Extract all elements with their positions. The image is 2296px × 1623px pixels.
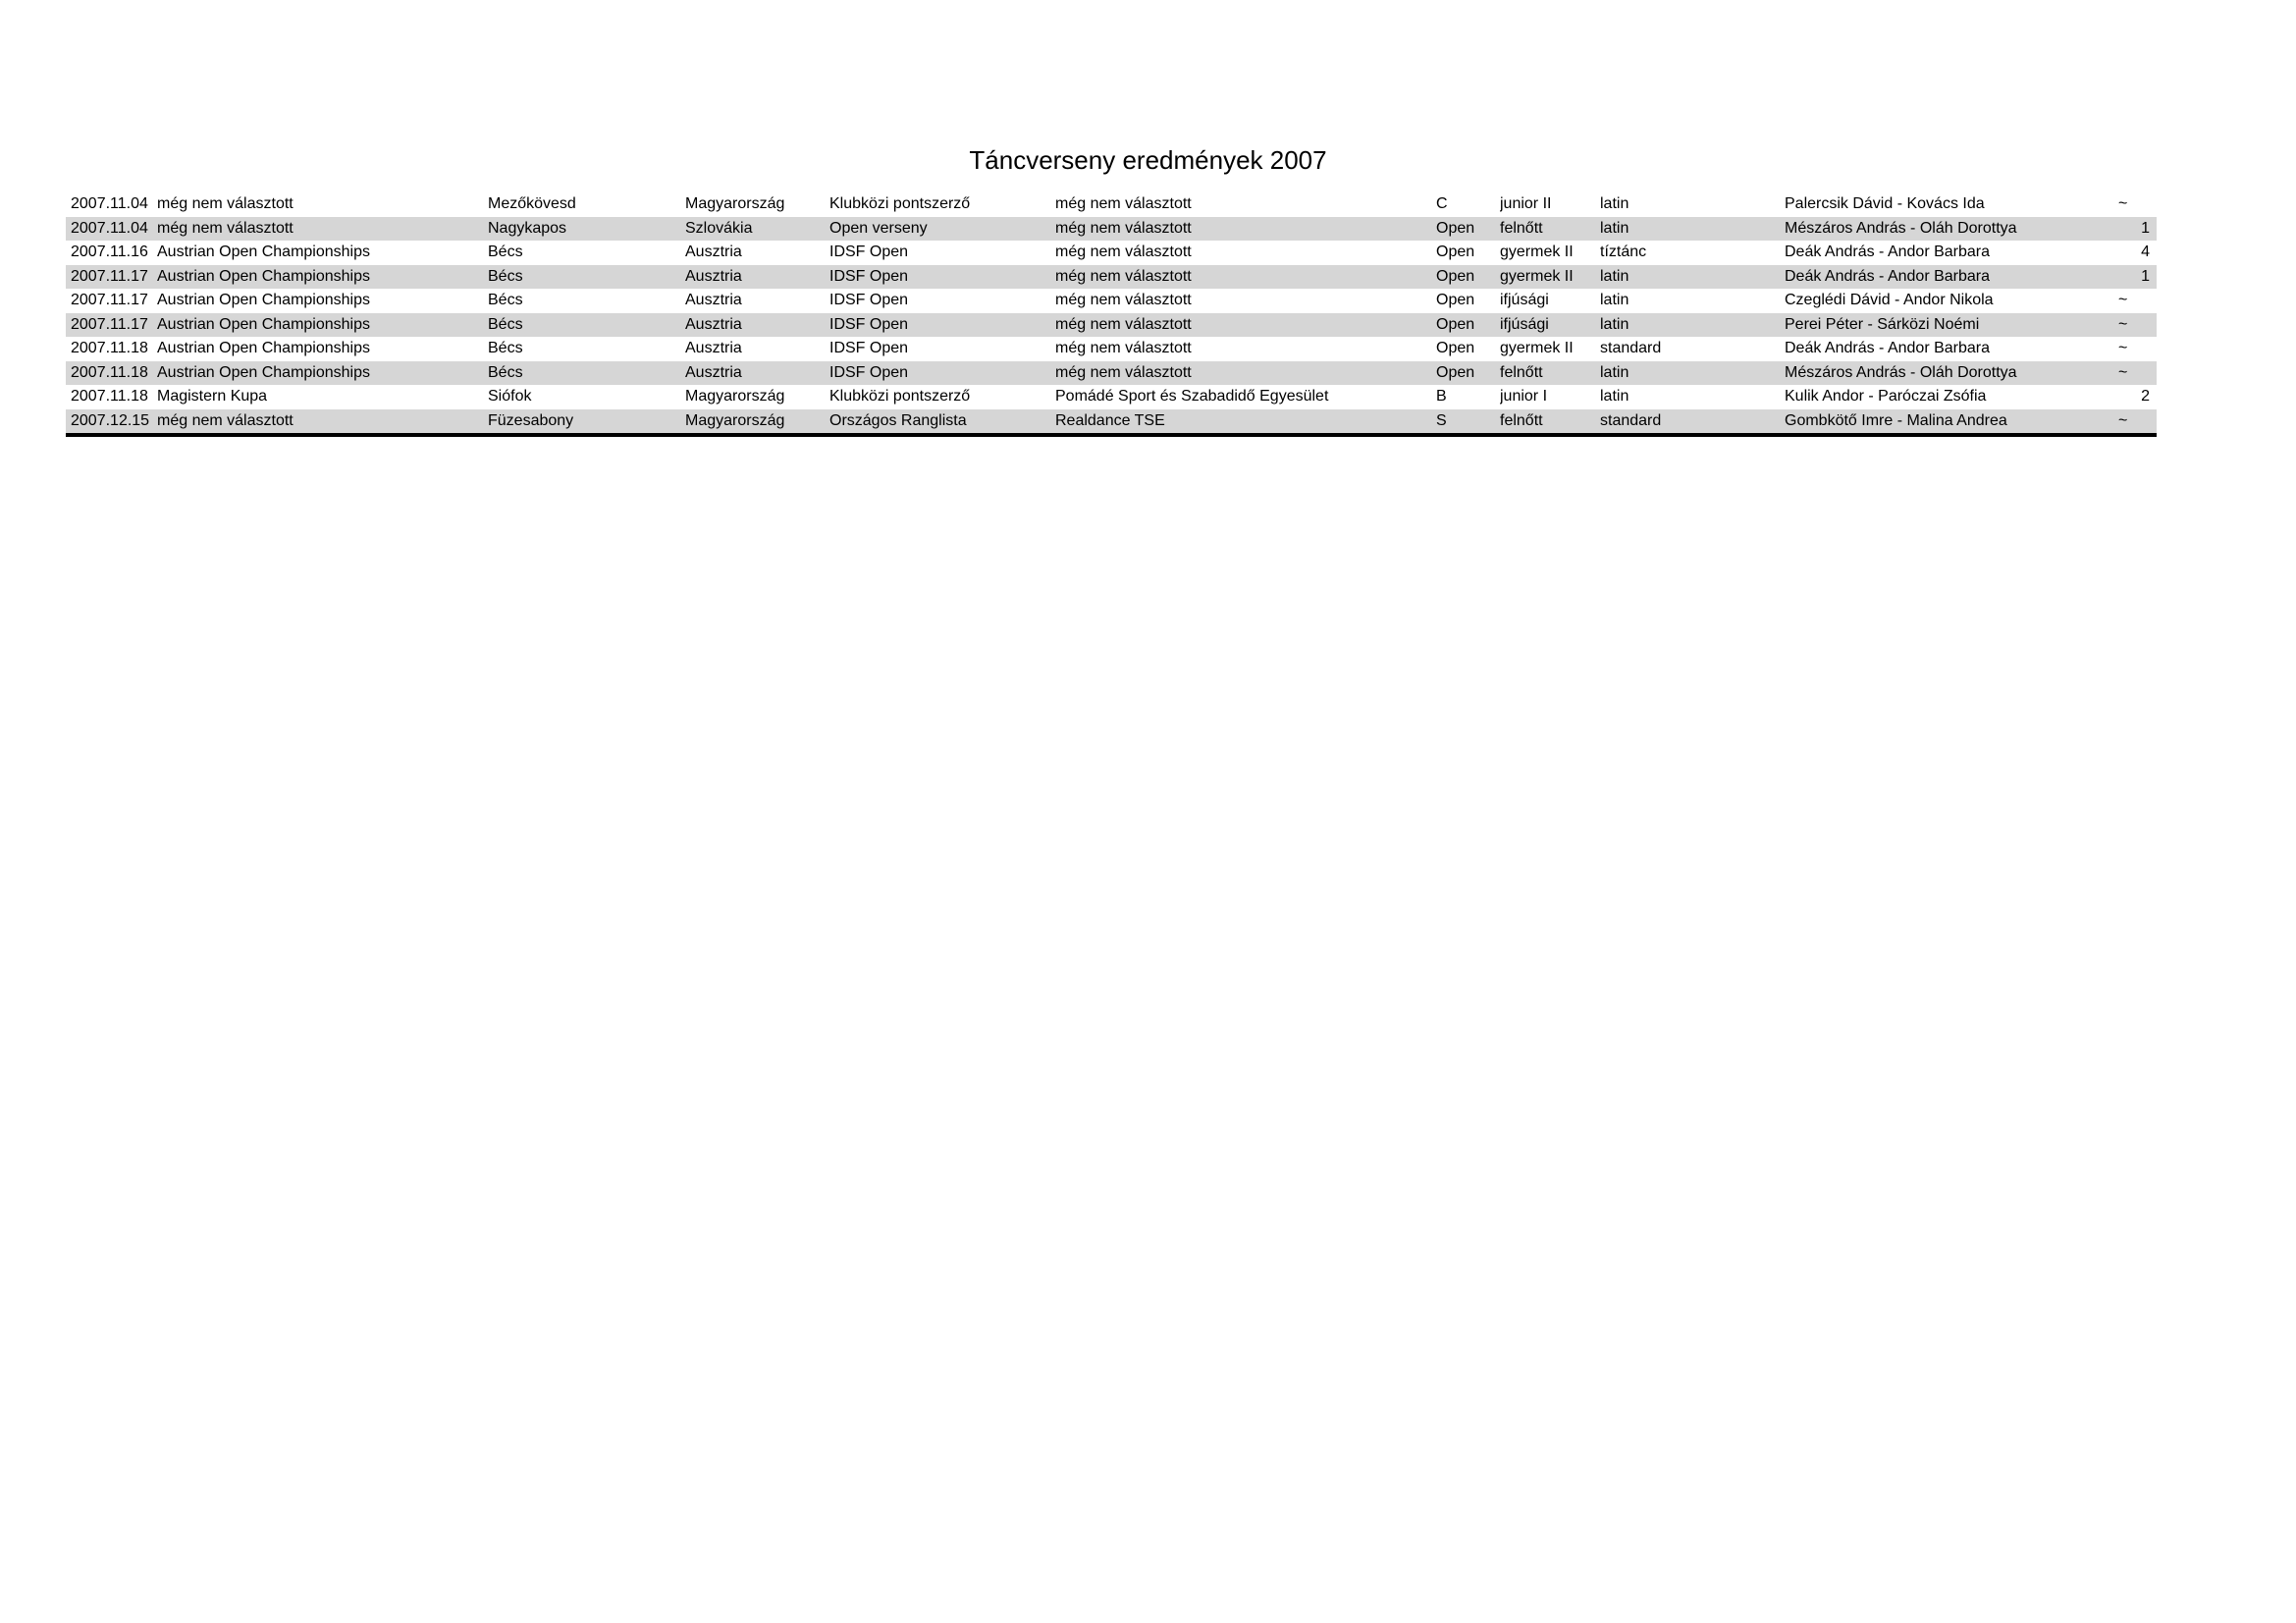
table-row <box>66 241 2157 265</box>
cell-age-group: gyermek II <box>1500 340 1574 356</box>
cell-couple: Gombkötő Imre - Malina Andrea <box>1785 411 2007 429</box>
cell-city: Nagykapos <box>488 219 567 237</box>
cell-date: 2007.11.17 <box>71 267 148 285</box>
cell-style: latin <box>1600 363 1629 381</box>
table-row <box>66 265 2157 290</box>
cell-city: Bécs <box>488 315 523 333</box>
table-row <box>66 409 2157 434</box>
cell-place: 4 <box>2141 243 2150 260</box>
cell-country: Ausztria <box>685 243 742 260</box>
cell-class: Open <box>1436 363 1475 381</box>
cell-competition-type: IDSF Open <box>829 243 909 260</box>
cell-place: ~ <box>2118 292 2128 308</box>
cell-class: Open <box>1436 243 1475 260</box>
cell-city: Siófok <box>488 388 532 405</box>
table-row <box>66 217 2157 242</box>
cell-event-name: Austrian Open Championships <box>157 340 371 356</box>
cell-competition-type: IDSF Open <box>829 267 909 285</box>
cell-competition-type: IDSF Open <box>829 340 909 356</box>
cell-date: 2007.11.04 <box>71 219 148 237</box>
cell-country: Szlovákia <box>685 219 753 237</box>
cell-date: 2007.11.17 <box>71 315 148 333</box>
cell-place: 2 <box>2141 388 2150 405</box>
cell-club: még nem választott <box>1055 340 1192 356</box>
cell-club: még nem választott <box>1055 363 1192 381</box>
cell-country: Magyarország <box>685 411 785 429</box>
table-row <box>66 289 2157 313</box>
cell-couple: Deák András - Andor Barbara <box>1785 267 1991 285</box>
cell-city: Bécs <box>488 243 523 260</box>
cell-country: Magyarország <box>685 195 785 212</box>
cell-class: Open <box>1436 267 1475 285</box>
cell-club: még nem választott <box>1055 195 1192 212</box>
cell-club: még nem választott <box>1055 315 1192 333</box>
cell-age-group: gyermek II <box>1500 243 1574 260</box>
cell-style: tíztánc <box>1600 243 1647 260</box>
cell-competition-type: Open verseny <box>829 219 928 237</box>
cell-event-name: Austrian Open Championships <box>157 315 371 333</box>
cell-event-name: még nem választott <box>157 219 294 237</box>
cell-competition-type: Országos Ranglista <box>829 411 967 429</box>
cell-date: 2007.11.18 <box>71 388 148 405</box>
cell-couple: Deák András - Andor Barbara <box>1785 340 1991 356</box>
cell-place: ~ <box>2118 195 2128 212</box>
cell-country: Magyarország <box>685 388 785 405</box>
table-row <box>66 361 2157 386</box>
cell-city: Bécs <box>488 340 523 356</box>
cell-class: Open <box>1436 340 1475 356</box>
cell-age-group: felnőtt <box>1500 219 1543 237</box>
cell-age-group: gyermek II <box>1500 267 1574 285</box>
cell-event-name: Austrian Open Championships <box>157 292 371 308</box>
page-title: Táncverseny eredmények 2007 <box>969 145 1327 175</box>
cell-age-group: junior II <box>1500 195 1552 212</box>
cell-event-name: még nem választott <box>157 411 294 429</box>
cell-style: latin <box>1600 219 1629 237</box>
cell-country: Ausztria <box>685 292 742 308</box>
table-row <box>66 337 2157 361</box>
cell-style: latin <box>1600 195 1629 212</box>
cell-class: Open <box>1436 219 1475 237</box>
cell-style: latin <box>1600 388 1629 405</box>
cell-club: még nem választott <box>1055 267 1192 285</box>
cell-competition-type: IDSF Open <box>829 363 909 381</box>
cell-class: Open <box>1436 292 1475 308</box>
cell-age-group: junior I <box>1500 388 1548 405</box>
cell-club: Pomádé Sport és Szabadidő Egyesület <box>1055 388 1329 405</box>
cell-date: 2007.11.04 <box>71 195 148 212</box>
cell-country: Ausztria <box>685 363 742 381</box>
cell-competition-type: Klubközi pontszerző <box>829 195 971 212</box>
cell-age-group: ifjúsági <box>1500 315 1549 333</box>
cell-place: ~ <box>2118 363 2128 381</box>
cell-couple: Kulik Andor - Paróczai Zsófia <box>1785 388 1987 405</box>
cell-age-group: felnőtt <box>1500 363 1543 381</box>
table-row <box>66 385 2157 409</box>
cell-city: Mezőkövesd <box>488 195 576 212</box>
cell-style: latin <box>1600 267 1629 285</box>
cell-city: Bécs <box>488 363 523 381</box>
cell-date: 2007.11.17 <box>71 292 148 308</box>
cell-city: Bécs <box>488 267 523 285</box>
cell-country: Ausztria <box>685 267 742 285</box>
cell-club: még nem választott <box>1055 243 1192 260</box>
cell-club: még nem választott <box>1055 219 1192 237</box>
cell-class: Open <box>1436 315 1475 333</box>
cell-club: még nem választott <box>1055 292 1192 308</box>
cell-event-name: Magistern Kupa <box>157 388 268 405</box>
cell-couple: Palercsik Dávid - Kovács Ida <box>1785 195 1985 212</box>
cell-age-group: ifjúsági <box>1500 292 1549 308</box>
cell-competition-type: Klubközi pontszerző <box>829 388 971 405</box>
cell-style: latin <box>1600 315 1629 333</box>
cell-class: B <box>1436 388 1447 405</box>
cell-couple: Mészáros András - Oláh Dorottya <box>1785 219 2017 237</box>
cell-country: Ausztria <box>685 340 742 356</box>
cell-date: 2007.11.18 <box>71 340 148 356</box>
cell-date: 2007.12.15 <box>71 411 150 429</box>
cell-age-group: felnőtt <box>1500 411 1543 429</box>
cell-city: Füzesabony <box>488 411 574 429</box>
cell-class: C <box>1436 195 1448 212</box>
cell-date: 2007.11.18 <box>71 363 148 381</box>
cell-couple: Perei Péter - Sárközi Noémi <box>1785 315 1980 333</box>
cell-style: latin <box>1600 292 1629 308</box>
cell-couple: Mészáros András - Oláh Dorottya <box>1785 363 2017 381</box>
cell-couple: Deák András - Andor Barbara <box>1785 243 1991 260</box>
cell-place: 1 <box>2141 219 2150 237</box>
cell-competition-type: IDSF Open <box>829 315 909 333</box>
cell-competition-type: IDSF Open <box>829 292 909 308</box>
cell-country: Ausztria <box>685 315 742 333</box>
cell-style: standard <box>1600 411 1662 429</box>
cell-place: ~ <box>2118 411 2128 429</box>
cell-event-name: még nem választott <box>157 195 294 212</box>
results-table <box>66 192 2157 437</box>
cell-city: Bécs <box>488 292 523 308</box>
cell-place: 1 <box>2141 267 2150 285</box>
cell-date: 2007.11.16 <box>71 243 148 260</box>
cell-place: ~ <box>2118 340 2128 356</box>
cell-class: S <box>1436 411 1447 429</box>
cell-event-name: Austrian Open Championships <box>157 243 371 260</box>
cell-event-name: Austrian Open Championships <box>157 267 371 285</box>
table-row <box>66 192 2157 217</box>
cell-style: standard <box>1600 340 1662 356</box>
cell-event-name: Austrian Open Championships <box>157 363 371 381</box>
cell-couple: Czeglédi Dávid - Andor Nikola <box>1785 292 1994 308</box>
table-row <box>66 313 2157 338</box>
cell-place: ~ <box>2118 315 2128 333</box>
cell-club: Realdance TSE <box>1055 411 1165 429</box>
